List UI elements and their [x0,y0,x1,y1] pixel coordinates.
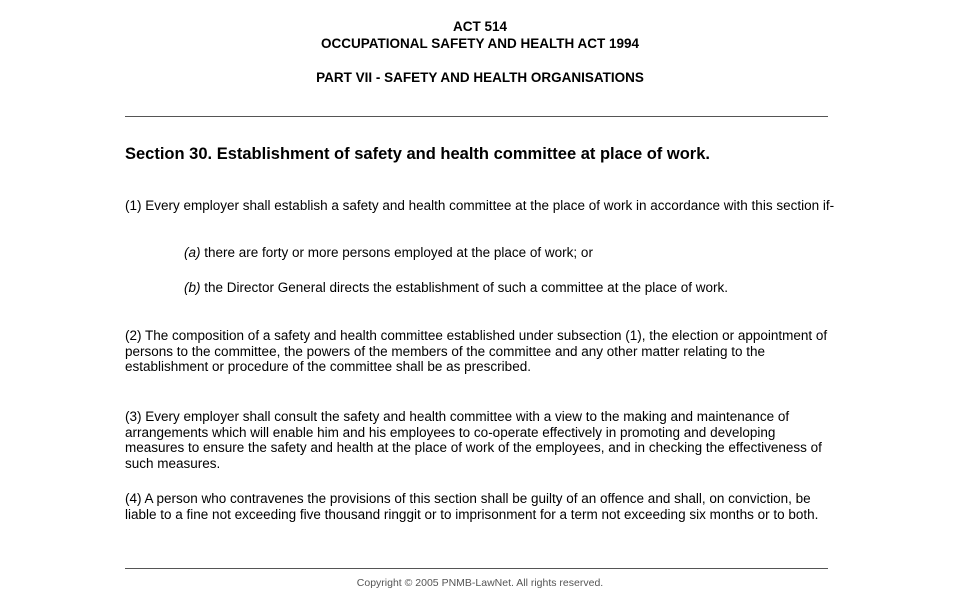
top-divider [125,116,828,117]
paragraph-1 [125,198,835,214]
section-title: Section 30. Establishment of safety and health committee at place of work. [125,145,710,163]
paragraph-text: there are forty or more persons employed at the place of work; or [200,245,593,260]
paragraph-text: (1) Every employer shall establish a safety and health committee at the place of work in accordance with this section if- [125,198,835,213]
paragraph-text: the Director General directs the establishment of such a committee at the place of work. [200,280,728,295]
copyright-footer: Copyright © 2005 PNMB-LawNet. All rights reserved. [356,577,604,589]
paragraph-text: (2) The composition of a safety and health committee established under subsection (1), the election or appointment of persons to the committee, the powers of the members of the committee and any other matter relating to the establishment or procedure of the committee shall be as prescribed. [125,328,828,374]
bottom-divider [125,568,828,569]
paragraph-text: (4) A person who contravenes the provisions of this section shall be guilty of an offence and shall, on conviction, be liable to a fine not exceeding five thousand ringgit or to imprisonment for a term not exceeding six months or to both. [125,491,819,522]
part-title: PART VII - SAFETY AND HEALTH ORGANISATIONS [316,70,644,85]
clause-label: (b) [184,280,201,295]
clause-label: (a) [184,245,201,260]
act-title: OCCUPATIONAL SAFETY AND HEALTH ACT 1994 [320,36,640,51]
document-header [0,18,960,86]
paragraph-3 [125,409,835,471]
paragraph-1a [184,245,834,261]
paragraph-text: (3) Every employer shall consult the safety and health committee with a view to the making and maintenance of arrangements which will enable him and his employees to co-operate effectively in promoting and developing measures to ensure the safety and health at the place of work of the employees, and in checking the effectiveness of such measures. [125,409,822,471]
paragraph-4 [125,491,835,522]
paragraph-2 [125,328,835,375]
paragraph-1b [184,280,834,296]
act-number: ACT 514 [452,19,508,34]
